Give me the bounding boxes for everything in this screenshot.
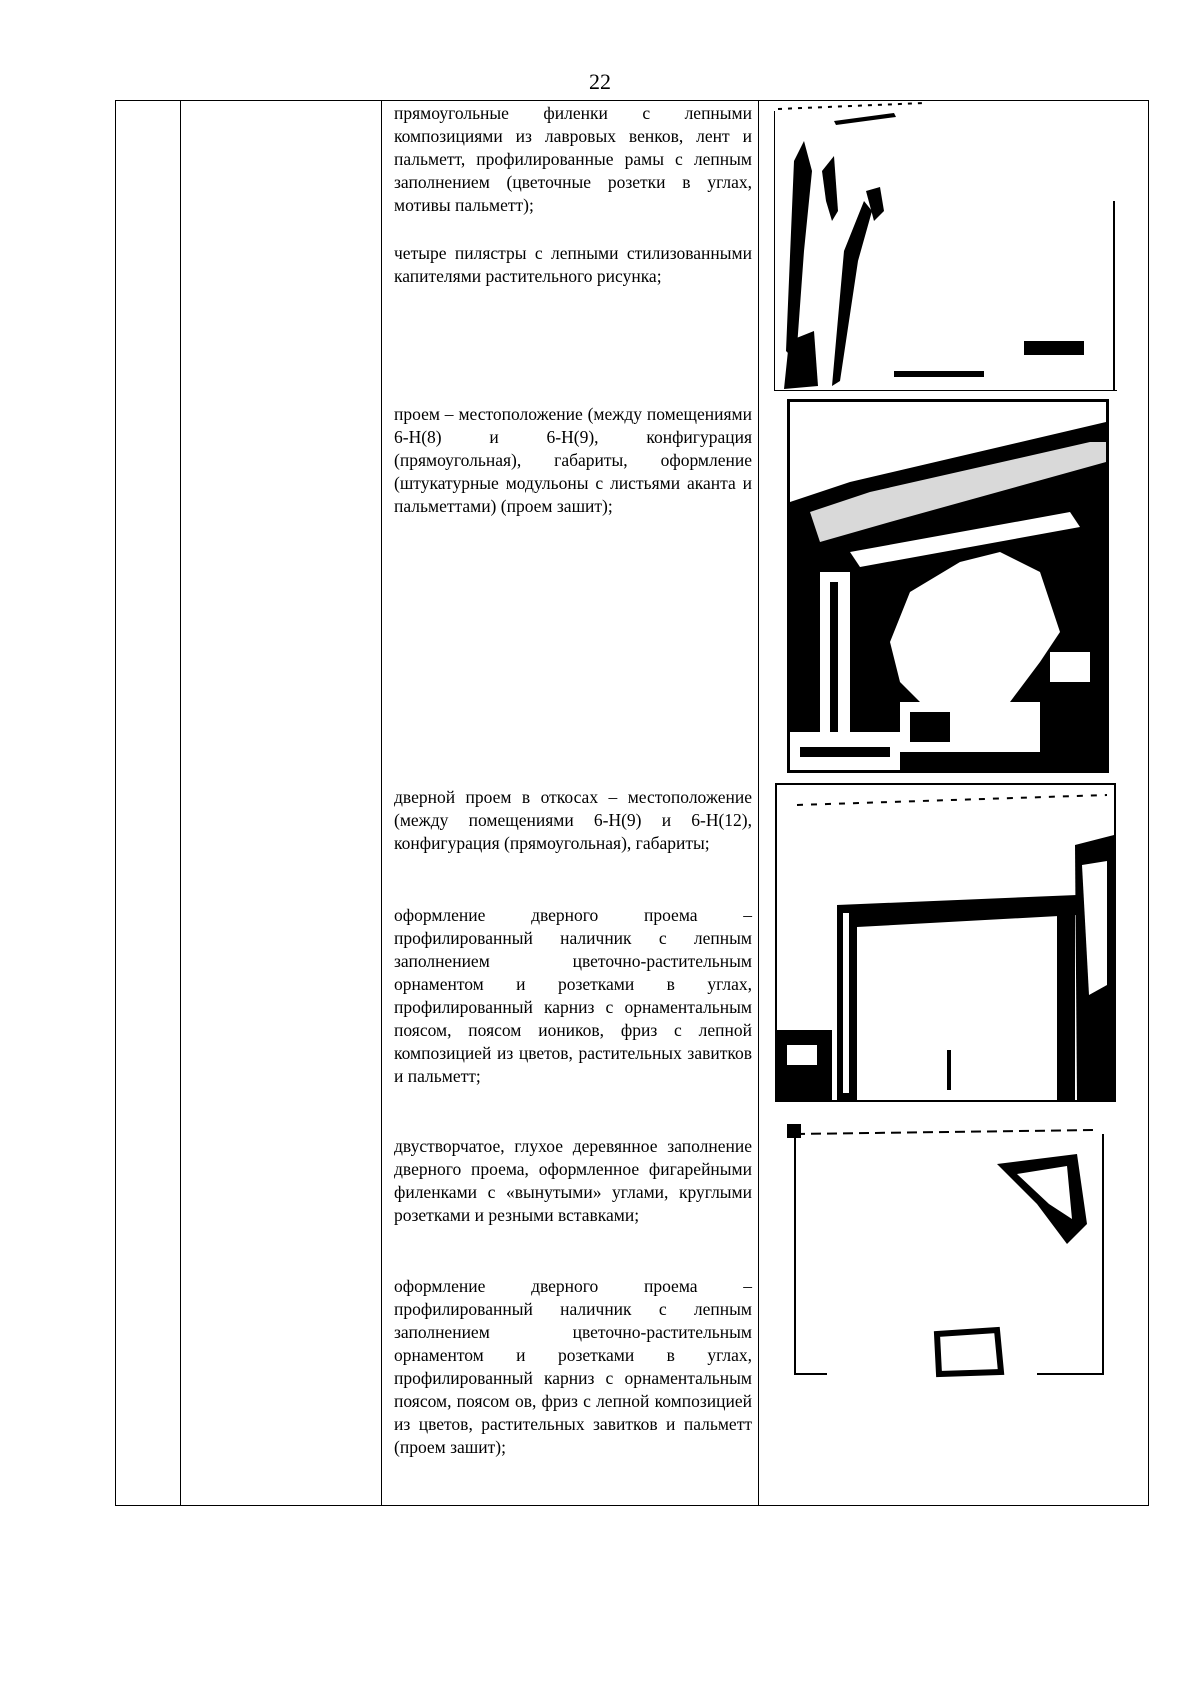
paragraph-opening: проем – местоположение (между помещениями 6-Н(8) и 6-Н(9), конфигурация (прямоугольная), габариты, оформление (штукатурные модульоны с листьями аканта и пальметтами) (проем зашит); xyxy=(394,404,752,516)
column-divider-3 xyxy=(758,101,759,1505)
door-opening-photo xyxy=(775,783,1116,1102)
column-divider-2 xyxy=(381,101,382,1505)
paragraph-door-leaf: двустворчатое, глухое деревянное заполнение дверного проема, оформленное фигарейными филенками с «вынутыми» углами, круглыми розетками и резными вставками; xyxy=(394,1136,752,1225)
paragraph-door-decoration-2: оформление дверного проема – профилированный наличник с лепным заполнением цветочно-растительным орнаментом и розетками в углах, профилированный карниз с орнаментальным поясом, поясом ов, фриз с лепной композицией из цветов, растительных завитков и пальметт (проем зашит); xyxy=(394,1276,752,1457)
paragraph-wall-panels: прямоугольные филенки с лепными композициями из лавровых венков, лент и пальметт, профилированные рамы с лепным заполнением (цветочные розетки в углах, мотивы пальметт); xyxy=(394,103,752,215)
door-leaf-photo xyxy=(787,1124,1105,1380)
paragraph-door-opening: дверной проем в откосах – местоположение (между помещениями 6-Н(9) и 6-Н(12), конфигурация (прямоугольная), габариты; xyxy=(394,787,752,853)
opening-photo xyxy=(787,399,1109,773)
paragraph-pilasters: четыре пилястры с лепными стилизованными капителями растительного рисунка; xyxy=(394,243,752,286)
pilaster-photo xyxy=(774,101,1117,391)
paragraph-door-decoration: оформление дверного проема – профилированный наличник с лепным заполнением цветочно-растительным орнаментом и розетками в углах, профилированный карниз с орнаментальным поясом, поясом иоников, фриз с лепной композицией из цветов, растительных завитков и пальметт; xyxy=(394,905,752,1086)
column-divider-1 xyxy=(180,101,181,1505)
page-number: 22 xyxy=(589,69,611,94)
